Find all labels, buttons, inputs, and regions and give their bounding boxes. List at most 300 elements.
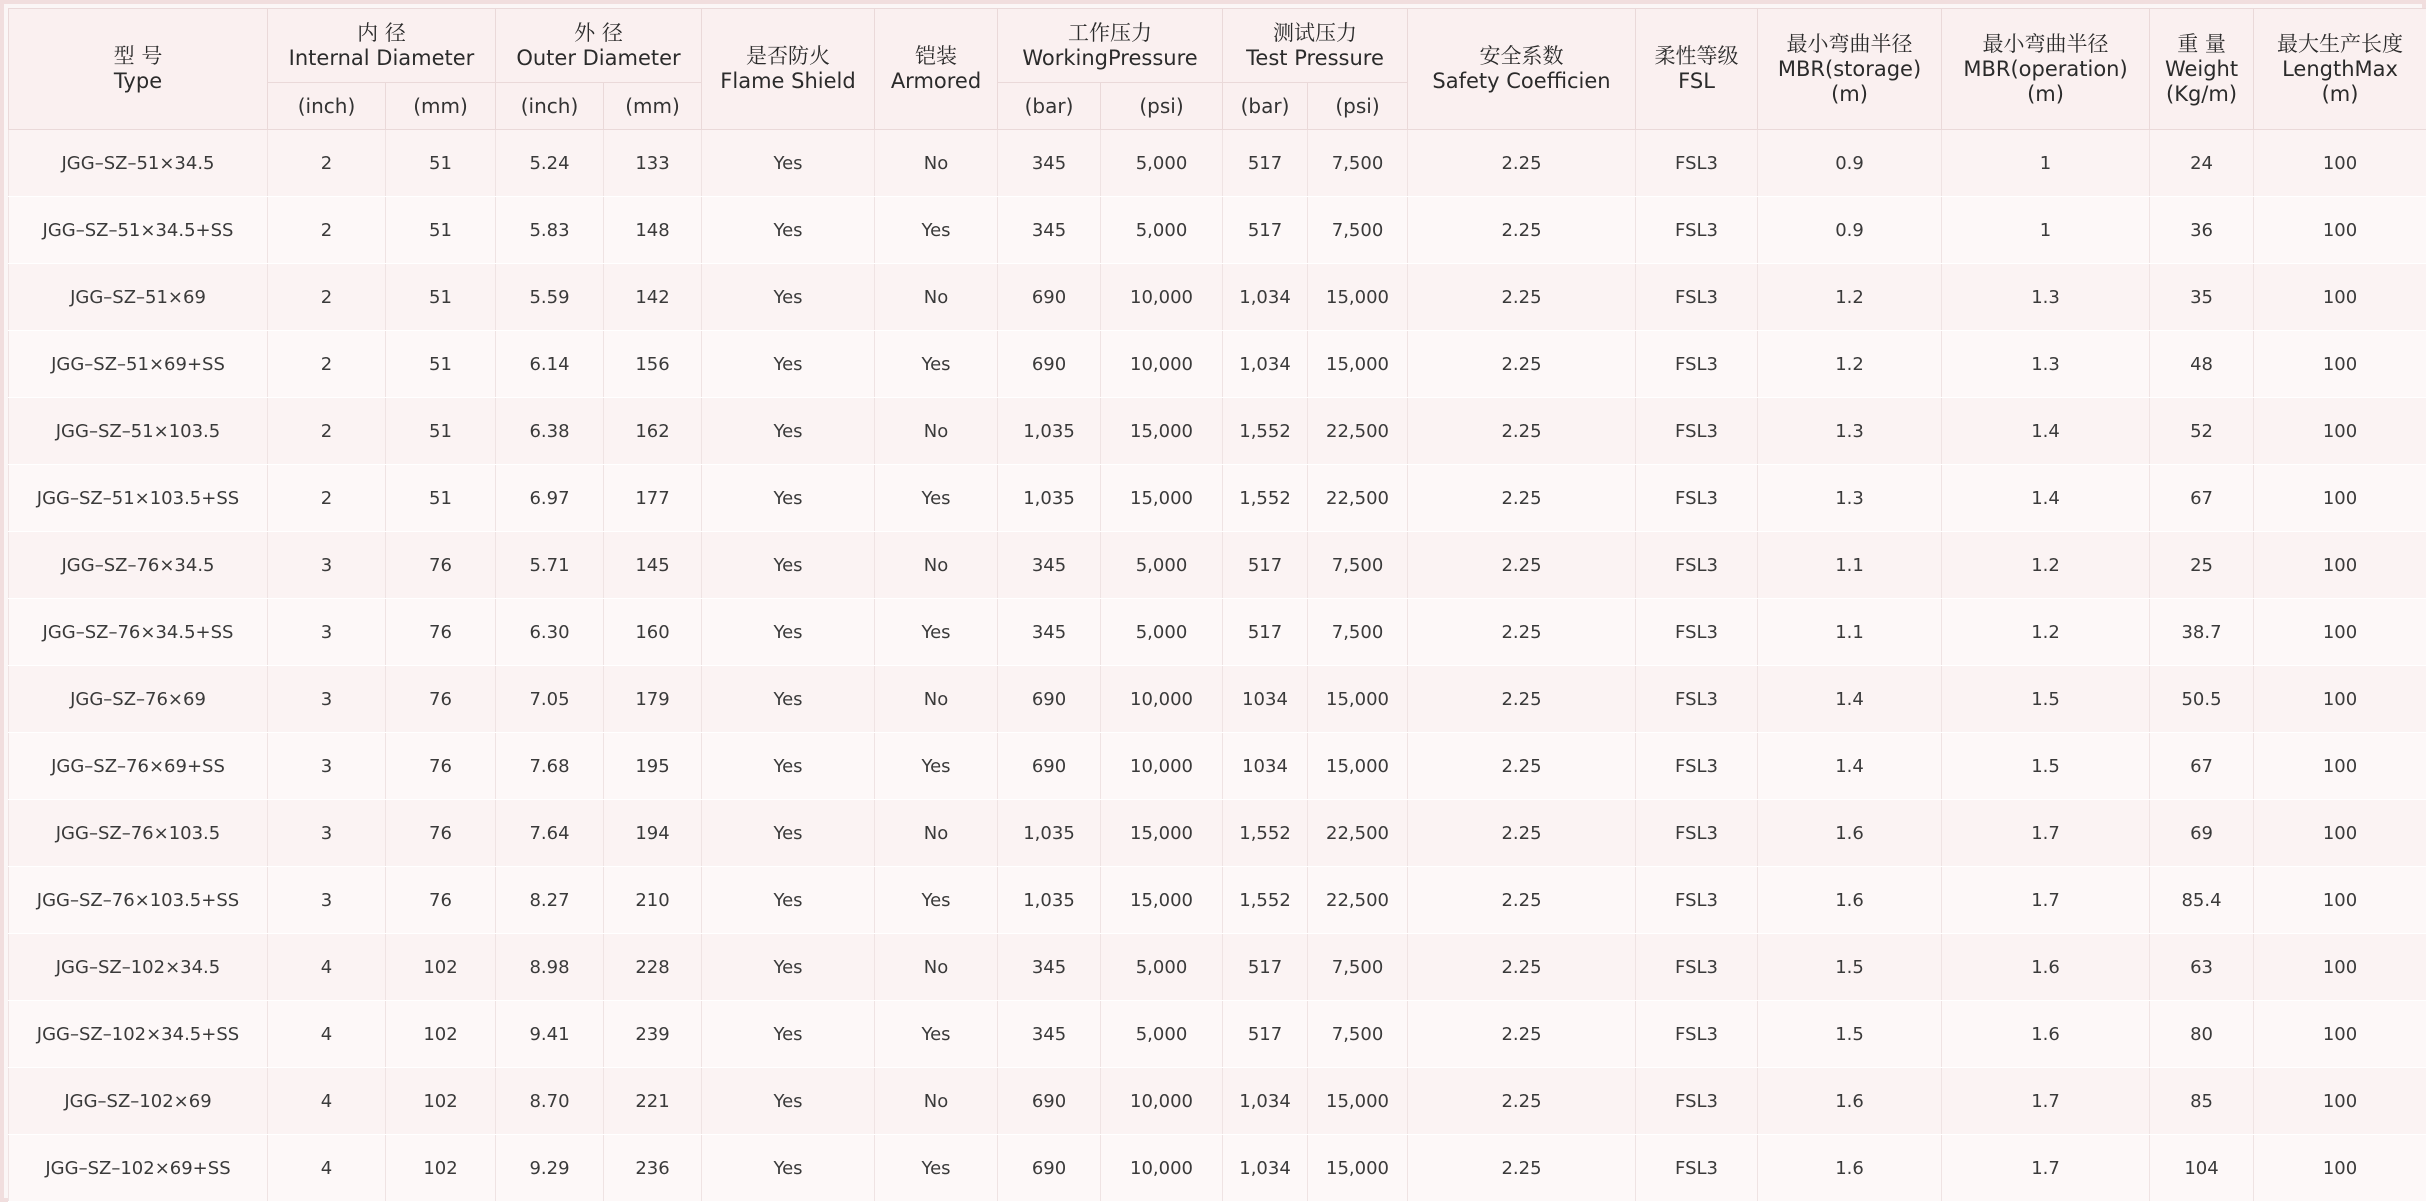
header-internal-diameter-en: Internal Diameter — [288, 45, 475, 70]
table-row — [9, 130, 2426, 197]
cell-type: JGG–SZ–76×103.5+SS — [9, 867, 268, 934]
cell-od-mm: 210 — [604, 867, 702, 934]
cell-od-mm: 133 — [604, 130, 702, 197]
table-row — [9, 599, 2426, 666]
cell-flame-shield: Yes — [702, 331, 875, 398]
cell-od-inch: 6.30 — [496, 599, 604, 666]
cell-armored: Yes — [875, 1001, 998, 1068]
header-safety-coefficient — [1408, 9, 1636, 130]
table-row — [9, 733, 2426, 800]
cell-mbr-operation: 1.3 — [1942, 331, 2150, 398]
cell-id-inch: 3 — [268, 733, 386, 800]
cell-wp-bar: 345 — [998, 197, 1101, 264]
cell-tp-bar: 1034 — [1223, 733, 1308, 800]
cell-wp-psi: 15,000 — [1101, 867, 1223, 934]
cell-safety: 2.25 — [1408, 1068, 1636, 1135]
cell-length-max: 100 — [2254, 1135, 2426, 1202]
header-internal-diameter-inch: (inch) — [268, 83, 386, 130]
cell-fsl: FSL3 — [1636, 130, 1758, 197]
cell-od-inch: 8.27 — [496, 867, 604, 934]
cell-armored: Yes — [875, 733, 998, 800]
header-armored-en: Armored — [890, 69, 982, 93]
cell-od-inch: 7.68 — [496, 733, 604, 800]
cell-tp-bar: 1,552 — [1223, 867, 1308, 934]
header-mbr-storage-unit: (m) — [1831, 81, 1868, 106]
cell-fsl: FSL3 — [1636, 867, 1758, 934]
cell-armored: Yes — [875, 1135, 998, 1202]
cell-type: JGG–SZ–51×103.5 — [9, 398, 268, 465]
header-test-pressure-zh: 测试压力 — [1273, 20, 1358, 45]
cell-mbr-storage: 1.6 — [1758, 867, 1942, 934]
table-row — [9, 800, 2426, 867]
header-mbr-operation — [1942, 9, 2150, 130]
cell-wp-psi: 10,000 — [1101, 666, 1223, 733]
cell-id-mm: 102 — [386, 1001, 496, 1068]
header-row-main — [9, 9, 2426, 83]
header-length-max-en: LengthMax — [2282, 56, 2398, 81]
cell-flame-shield: Yes — [702, 1135, 875, 1202]
cell-wp-bar: 345 — [998, 599, 1101, 666]
cell-weight: 69 — [2150, 800, 2254, 867]
header-weight — [2150, 9, 2254, 130]
cell-id-inch: 3 — [268, 599, 386, 666]
cell-type: JGG–SZ–76×34.5 — [9, 532, 268, 599]
header-internal-diameter — [268, 9, 496, 83]
cell-mbr-operation: 1.4 — [1942, 465, 2150, 532]
cell-id-mm: 76 — [386, 733, 496, 800]
cell-id-mm: 102 — [386, 934, 496, 1001]
cell-type: JGG–SZ–102×34.5 — [9, 934, 268, 1001]
cell-flame-shield: Yes — [702, 465, 875, 532]
cell-wp-psi: 15,000 — [1101, 465, 1223, 532]
cell-id-inch: 2 — [268, 264, 386, 331]
cell-fsl: FSL3 — [1636, 532, 1758, 599]
cell-weight: 50.5 — [2150, 666, 2254, 733]
cell-mbr-storage: 1.6 — [1758, 800, 1942, 867]
cell-type: JGG–SZ–76×34.5+SS — [9, 599, 268, 666]
cell-weight: 25 — [2150, 532, 2254, 599]
cell-od-inch: 5.83 — [496, 197, 604, 264]
table-row — [9, 197, 2426, 264]
cell-wp-psi: 10,000 — [1101, 264, 1223, 331]
cell-type: JGG–SZ–51×69 — [9, 264, 268, 331]
cell-type: JGG–SZ–102×69+SS — [9, 1135, 268, 1202]
cell-mbr-operation: 1 — [1942, 130, 2150, 197]
cell-mbr-storage: 1.2 — [1758, 331, 1942, 398]
cell-mbr-storage: 1.5 — [1758, 1001, 1942, 1068]
cell-tp-psi: 7,500 — [1308, 532, 1408, 599]
cell-type: JGG–SZ–76×69+SS — [9, 733, 268, 800]
cell-od-inch: 7.05 — [496, 666, 604, 733]
cell-wp-bar: 345 — [998, 934, 1101, 1001]
cell-type: JGG–SZ–102×34.5+SS — [9, 1001, 268, 1068]
cell-wp-psi: 15,000 — [1101, 800, 1223, 867]
cell-length-max: 100 — [2254, 532, 2426, 599]
cell-id-inch: 3 — [268, 666, 386, 733]
cell-fsl: FSL3 — [1636, 331, 1758, 398]
cell-wp-psi: 10,000 — [1101, 331, 1223, 398]
header-test-pressure-en: Test Pressure — [1246, 45, 1384, 70]
cell-od-inch: 9.41 — [496, 1001, 604, 1068]
cell-fsl: FSL3 — [1636, 934, 1758, 1001]
cell-tp-psi: 22,500 — [1308, 800, 1408, 867]
cell-flame-shield: Yes — [702, 934, 875, 1001]
table-row — [9, 264, 2426, 331]
cell-tp-psi: 22,500 — [1308, 465, 1408, 532]
cell-tp-bar: 1,034 — [1223, 264, 1308, 331]
cell-weight: 85.4 — [2150, 867, 2254, 934]
cell-length-max: 100 — [2254, 666, 2426, 733]
cell-id-inch: 2 — [268, 130, 386, 197]
cell-wp-bar: 345 — [998, 130, 1101, 197]
cell-tp-psi: 7,500 — [1308, 197, 1408, 264]
cell-flame-shield: Yes — [702, 733, 875, 800]
cell-weight: 38.7 — [2150, 599, 2254, 666]
cell-id-mm: 76 — [386, 599, 496, 666]
cell-id-mm: 102 — [386, 1135, 496, 1202]
cell-mbr-storage: 1.1 — [1758, 532, 1942, 599]
cell-length-max: 100 — [2254, 331, 2426, 398]
cell-id-mm: 76 — [386, 800, 496, 867]
table-row — [9, 398, 2426, 465]
cell-tp-bar: 517 — [1223, 599, 1308, 666]
table-row — [9, 1001, 2426, 1068]
cell-length-max: 100 — [2254, 800, 2426, 867]
cell-mbr-storage: 1.3 — [1758, 398, 1942, 465]
cell-type: JGG–SZ–51×34.5 — [9, 130, 268, 197]
header-mbr-operation-unit: (m) — [2027, 81, 2064, 106]
cell-id-mm: 102 — [386, 1068, 496, 1135]
cell-tp-psi: 22,500 — [1308, 867, 1408, 934]
cell-wp-psi: 5,000 — [1101, 532, 1223, 599]
cell-mbr-storage: 1.6 — [1758, 1135, 1942, 1202]
cell-weight: 52 — [2150, 398, 2254, 465]
cell-length-max: 100 — [2254, 599, 2426, 666]
cell-wp-psi: 15,000 — [1101, 398, 1223, 465]
cell-od-inch: 9.29 — [496, 1135, 604, 1202]
cell-safety: 2.25 — [1408, 733, 1636, 800]
cell-mbr-operation: 1.2 — [1942, 599, 2150, 666]
cell-armored: No — [875, 1068, 998, 1135]
cell-od-inch: 8.70 — [496, 1068, 604, 1135]
cell-tp-psi: 22,500 — [1308, 398, 1408, 465]
cell-mbr-operation: 1.5 — [1942, 666, 2150, 733]
cell-wp-bar: 345 — [998, 1001, 1101, 1068]
cell-length-max: 100 — [2254, 1068, 2426, 1135]
cell-mbr-operation: 1.2 — [1942, 532, 2150, 599]
cell-tp-bar: 1,034 — [1223, 331, 1308, 398]
cell-wp-bar: 1,035 — [998, 867, 1101, 934]
header-test-pressure-bar: (bar) — [1223, 83, 1308, 130]
cell-safety: 2.25 — [1408, 934, 1636, 1001]
header-outer-diameter-mm: (mm) — [604, 83, 702, 130]
cell-mbr-storage: 1.1 — [1758, 599, 1942, 666]
cell-safety: 2.25 — [1408, 666, 1636, 733]
cell-tp-psi: 7,500 — [1308, 1001, 1408, 1068]
cell-length-max: 100 — [2254, 867, 2426, 934]
header-length-max — [2254, 9, 2426, 130]
header-mbr-operation-en: MBR(operation) — [1963, 56, 2128, 81]
cell-length-max: 100 — [2254, 264, 2426, 331]
cell-tp-psi: 7,500 — [1308, 934, 1408, 1001]
cell-flame-shield: Yes — [702, 1068, 875, 1135]
cell-mbr-operation: 1.5 — [1942, 733, 2150, 800]
table-row — [9, 1135, 2426, 1202]
header-armored — [875, 9, 998, 130]
cell-id-inch: 2 — [268, 465, 386, 532]
cell-tp-psi: 7,500 — [1308, 599, 1408, 666]
cell-safety: 2.25 — [1408, 264, 1636, 331]
cell-armored: Yes — [875, 599, 998, 666]
cell-tp-bar: 1,552 — [1223, 398, 1308, 465]
cell-weight: 104 — [2150, 1135, 2254, 1202]
cell-safety: 2.25 — [1408, 130, 1636, 197]
cell-wp-bar: 690 — [998, 331, 1101, 398]
header-working-pressure — [998, 9, 1223, 83]
cell-safety: 2.25 — [1408, 599, 1636, 666]
cell-tp-bar: 517 — [1223, 130, 1308, 197]
header-fsl-zh: 柔性等级 — [1654, 44, 1739, 68]
header-mbr-storage-en: MBR(storage) — [1777, 56, 1922, 81]
cell-type: JGG–SZ–76×69 — [9, 666, 268, 733]
cell-armored: Yes — [875, 867, 998, 934]
cell-id-inch: 2 — [268, 331, 386, 398]
header-test-pressure-psi: (psi) — [1308, 83, 1408, 130]
cell-tp-psi: 15,000 — [1308, 1068, 1408, 1135]
cell-fsl: FSL3 — [1636, 666, 1758, 733]
header-flame-shield-zh: 是否防火 — [746, 44, 830, 68]
cell-od-mm: 194 — [604, 800, 702, 867]
cell-tp-bar: 1,034 — [1223, 1068, 1308, 1135]
table-row — [9, 867, 2426, 934]
cell-od-inch: 8.98 — [496, 934, 604, 1001]
cell-fsl: FSL3 — [1636, 599, 1758, 666]
cell-fsl: FSL3 — [1636, 1135, 1758, 1202]
header-type-en: Type — [113, 69, 163, 93]
header-weight-unit: (Kg/m) — [2166, 81, 2238, 106]
header-flame-shield — [702, 9, 875, 130]
table-body — [9, 130, 2426, 1202]
cell-wp-psi: 5,000 — [1101, 130, 1223, 197]
cell-mbr-storage: 1.3 — [1758, 465, 1942, 532]
cell-mbr-operation: 1 — [1942, 197, 2150, 264]
cell-id-inch: 4 — [268, 1001, 386, 1068]
cell-od-inch: 7.64 — [496, 800, 604, 867]
cell-wp-bar: 690 — [998, 666, 1101, 733]
cell-fsl: FSL3 — [1636, 465, 1758, 532]
cell-od-mm: 148 — [604, 197, 702, 264]
cell-flame-shield: Yes — [702, 599, 875, 666]
cell-armored: Yes — [875, 331, 998, 398]
cell-id-mm: 51 — [386, 398, 496, 465]
cell-armored: Yes — [875, 465, 998, 532]
cell-mbr-storage: 1.4 — [1758, 733, 1942, 800]
cell-id-mm: 51 — [386, 465, 496, 532]
cell-tp-bar: 517 — [1223, 532, 1308, 599]
cell-id-mm: 76 — [386, 666, 496, 733]
cell-od-inch: 6.14 — [496, 331, 604, 398]
cell-wp-psi: 5,000 — [1101, 599, 1223, 666]
cell-fsl: FSL3 — [1636, 1068, 1758, 1135]
cell-length-max: 100 — [2254, 934, 2426, 1001]
cell-tp-bar: 1034 — [1223, 666, 1308, 733]
header-type — [9, 9, 268, 130]
cell-od-mm: 156 — [604, 331, 702, 398]
cell-wp-bar: 690 — [998, 1068, 1101, 1135]
header-outer-diameter-inch: (inch) — [496, 83, 604, 130]
hose-specification-table — [8, 8, 2426, 1202]
cell-wp-bar: 1,035 — [998, 800, 1101, 867]
cell-tp-psi: 15,000 — [1308, 264, 1408, 331]
cell-od-mm: 162 — [604, 398, 702, 465]
table-header — [9, 9, 2426, 130]
header-mbr-operation-zh: 最小弯曲半径 — [1982, 31, 2109, 56]
cell-id-mm: 51 — [386, 197, 496, 264]
cell-fsl: FSL3 — [1636, 800, 1758, 867]
cell-od-mm: 177 — [604, 465, 702, 532]
cell-mbr-operation: 1.7 — [1942, 800, 2150, 867]
cell-length-max: 100 — [2254, 1001, 2426, 1068]
cell-type: JGG–SZ–102×69 — [9, 1068, 268, 1135]
cell-od-mm: 179 — [604, 666, 702, 733]
cell-id-inch: 3 — [268, 532, 386, 599]
cell-armored: No — [875, 532, 998, 599]
cell-fsl: FSL3 — [1636, 398, 1758, 465]
cell-safety: 2.25 — [1408, 197, 1636, 264]
header-fsl-en: FSL — [1678, 69, 1715, 93]
cell-od-inch: 6.97 — [496, 465, 604, 532]
cell-wp-bar: 1,035 — [998, 398, 1101, 465]
header-internal-diameter-mm: (mm) — [386, 83, 496, 130]
cell-id-mm: 51 — [386, 331, 496, 398]
cell-weight: 85 — [2150, 1068, 2254, 1135]
cell-fsl: FSL3 — [1636, 1001, 1758, 1068]
cell-od-mm: 236 — [604, 1135, 702, 1202]
cell-fsl: FSL3 — [1636, 264, 1758, 331]
cell-wp-bar: 690 — [998, 264, 1101, 331]
cell-tp-psi: 15,000 — [1308, 1135, 1408, 1202]
cell-od-mm: 142 — [604, 264, 702, 331]
header-fsl — [1636, 9, 1758, 130]
header-length-max-zh: 最大生产长度 — [2277, 31, 2404, 56]
header-armored-zh: 铠装 — [915, 44, 957, 68]
cell-wp-bar: 690 — [998, 733, 1101, 800]
cell-od-mm: 239 — [604, 1001, 702, 1068]
header-outer-diameter-en: Outer Diameter — [516, 45, 681, 70]
cell-weight: 63 — [2150, 934, 2254, 1001]
header-mbr-storage — [1758, 9, 1942, 130]
header-length-max-unit: (m) — [2321, 81, 2359, 106]
table-row — [9, 1068, 2426, 1135]
header-working-pressure-zh: 工作压力 — [1068, 20, 1152, 45]
cell-length-max: 100 — [2254, 733, 2426, 800]
cell-id-mm: 51 — [386, 264, 496, 331]
cell-wp-bar: 345 — [998, 532, 1101, 599]
cell-od-mm: 160 — [604, 599, 702, 666]
cell-wp-psi: 5,000 — [1101, 197, 1223, 264]
cell-tp-psi: 15,000 — [1308, 733, 1408, 800]
cell-flame-shield: Yes — [702, 398, 875, 465]
cell-weight: 80 — [2150, 1001, 2254, 1068]
cell-id-mm: 51 — [386, 130, 496, 197]
cell-id-inch: 4 — [268, 1068, 386, 1135]
cell-mbr-operation: 1.4 — [1942, 398, 2150, 465]
cell-mbr-storage: 0.9 — [1758, 130, 1942, 197]
header-outer-diameter — [496, 9, 702, 83]
header-test-pressure — [1223, 9, 1408, 83]
cell-tp-bar: 1,034 — [1223, 1135, 1308, 1202]
cell-length-max: 100 — [2254, 398, 2426, 465]
header-safety-coefficient-zh: 安全系数 — [1479, 44, 1564, 68]
cell-safety: 2.25 — [1408, 465, 1636, 532]
cell-od-mm: 221 — [604, 1068, 702, 1135]
cell-id-inch: 4 — [268, 1135, 386, 1202]
cell-type: JGG–SZ–51×103.5+SS — [9, 465, 268, 532]
cell-flame-shield: Yes — [702, 197, 875, 264]
cell-tp-bar: 517 — [1223, 1001, 1308, 1068]
cell-od-inch: 5.24 — [496, 130, 604, 197]
cell-flame-shield: Yes — [702, 1001, 875, 1068]
cell-type: JGG–SZ–76×103.5 — [9, 800, 268, 867]
header-working-pressure-bar: (bar) — [998, 83, 1101, 130]
cell-mbr-operation: 1.3 — [1942, 264, 2150, 331]
cell-armored: No — [875, 666, 998, 733]
header-working-pressure-en: WorkingPressure — [1022, 45, 1198, 70]
cell-mbr-operation: 1.7 — [1942, 867, 2150, 934]
cell-fsl: FSL3 — [1636, 197, 1758, 264]
table-row — [9, 934, 2426, 1001]
cell-id-inch: 2 — [268, 398, 386, 465]
header-flame-shield-en: Flame Shield — [720, 69, 856, 93]
cell-safety: 2.25 — [1408, 331, 1636, 398]
cell-mbr-storage: 1.4 — [1758, 666, 1942, 733]
cell-armored: No — [875, 800, 998, 867]
cell-od-mm: 145 — [604, 532, 702, 599]
cell-wp-psi: 10,000 — [1101, 733, 1223, 800]
cell-armored: No — [875, 398, 998, 465]
cell-mbr-operation: 1.6 — [1942, 1001, 2150, 1068]
cell-id-inch: 3 — [268, 867, 386, 934]
cell-weight: 36 — [2150, 197, 2254, 264]
header-weight-en: Weight — [2164, 56, 2239, 81]
cell-mbr-operation: 1.7 — [1942, 1068, 2150, 1135]
cell-weight: 48 — [2150, 331, 2254, 398]
cell-mbr-storage: 0.9 — [1758, 197, 1942, 264]
cell-armored: Yes — [875, 197, 998, 264]
cell-mbr-operation: 1.7 — [1942, 1135, 2150, 1202]
cell-fsl: FSL3 — [1636, 733, 1758, 800]
cell-tp-bar: 517 — [1223, 197, 1308, 264]
header-weight-zh: 重 量 — [2177, 31, 2226, 56]
cell-tp-bar: 517 — [1223, 934, 1308, 1001]
header-mbr-storage-zh: 最小弯曲半径 — [1786, 31, 1913, 56]
cell-mbr-storage: 1.2 — [1758, 264, 1942, 331]
header-working-pressure-psi: (psi) — [1101, 83, 1223, 130]
cell-wp-psi: 5,000 — [1101, 1001, 1223, 1068]
cell-id-inch: 2 — [268, 197, 386, 264]
cell-safety: 2.25 — [1408, 800, 1636, 867]
cell-wp-psi: 10,000 — [1101, 1135, 1223, 1202]
cell-flame-shield: Yes — [702, 800, 875, 867]
cell-armored: No — [875, 264, 998, 331]
cell-weight: 67 — [2150, 465, 2254, 532]
cell-flame-shield: Yes — [702, 666, 875, 733]
cell-armored: No — [875, 130, 998, 197]
table-row — [9, 331, 2426, 398]
cell-length-max: 100 — [2254, 130, 2426, 197]
header-internal-diameter-zh: 内 径 — [357, 20, 406, 45]
header-type-zh: 型 号 — [113, 44, 163, 68]
